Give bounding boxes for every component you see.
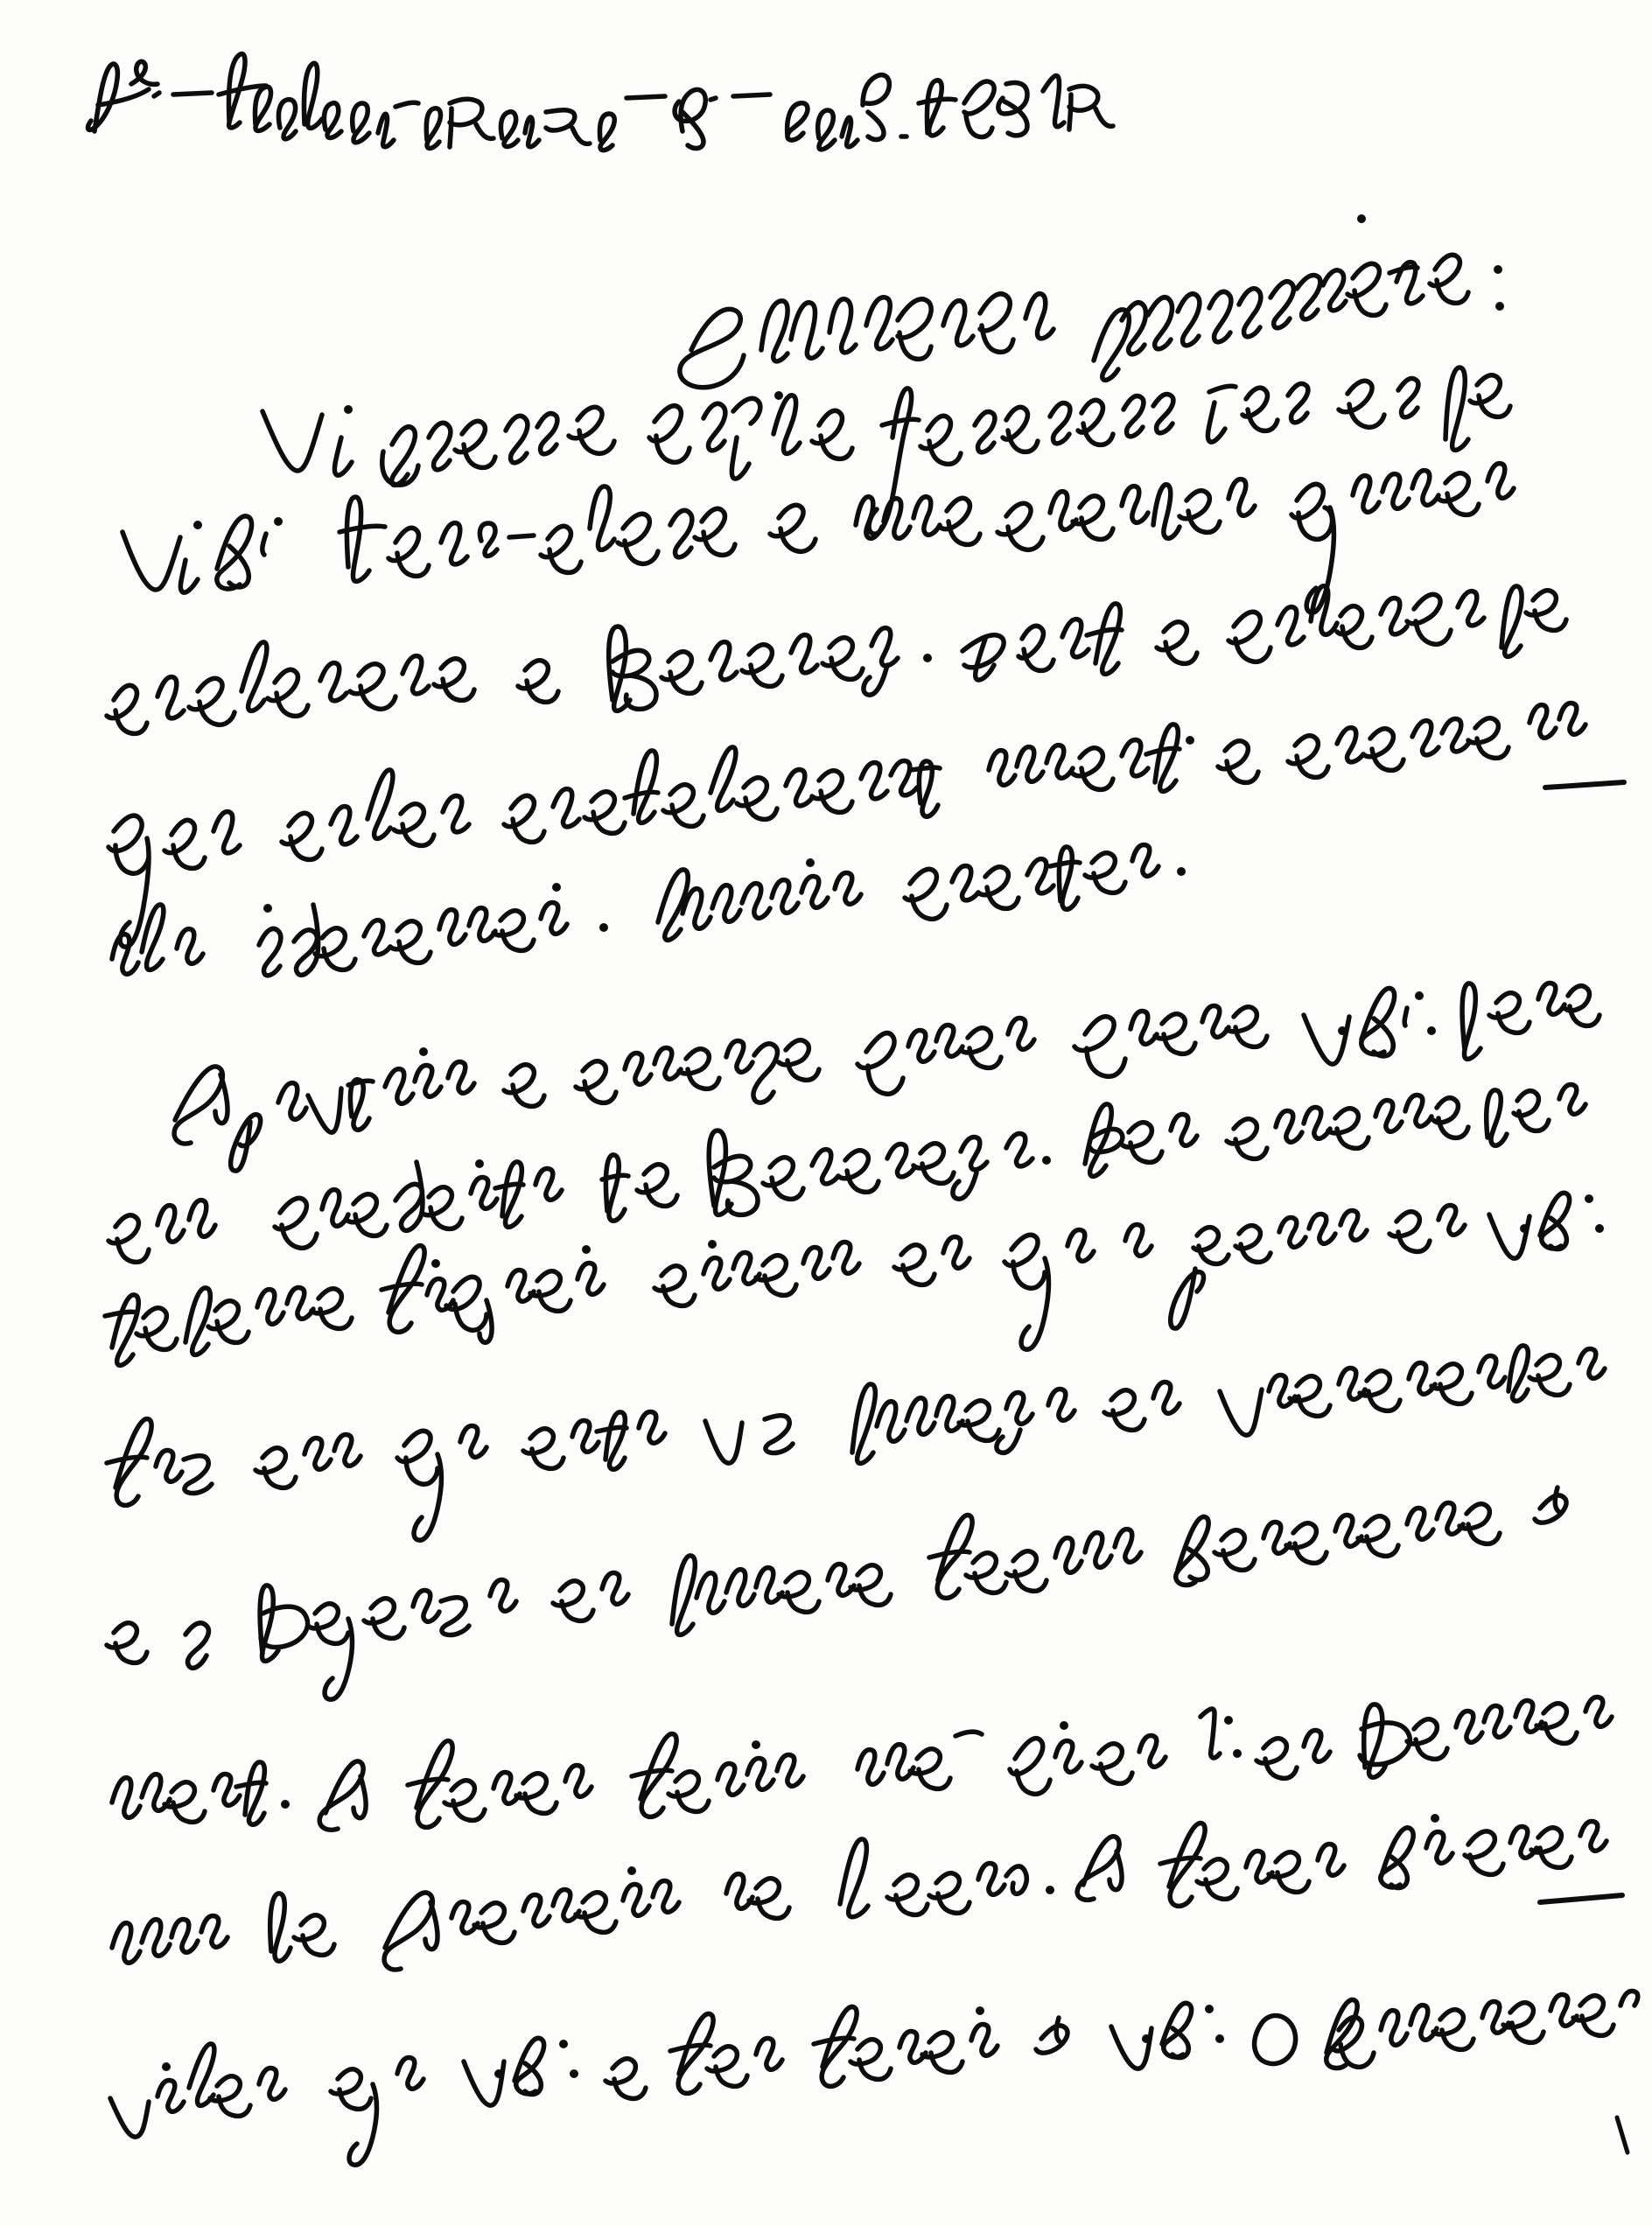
body-line-5 bbox=[112, 845, 1186, 976]
body-line-10 bbox=[107, 1488, 1566, 1699]
body-line-6 bbox=[174, 984, 1600, 1172]
body-line-3 bbox=[107, 586, 1566, 734]
body-line-2 bbox=[122, 464, 1514, 613]
salutation-line bbox=[680, 214, 1504, 388]
body-line-9 bbox=[107, 1346, 1605, 1540]
body-line-4 bbox=[108, 704, 1624, 948]
body-line-12 bbox=[112, 1814, 1622, 1970]
heading-line bbox=[88, 53, 1113, 150]
body-line-8 bbox=[105, 1193, 1604, 1365]
body-line-13 bbox=[110, 1992, 1638, 2166]
body-line-11 bbox=[112, 1698, 1612, 1830]
